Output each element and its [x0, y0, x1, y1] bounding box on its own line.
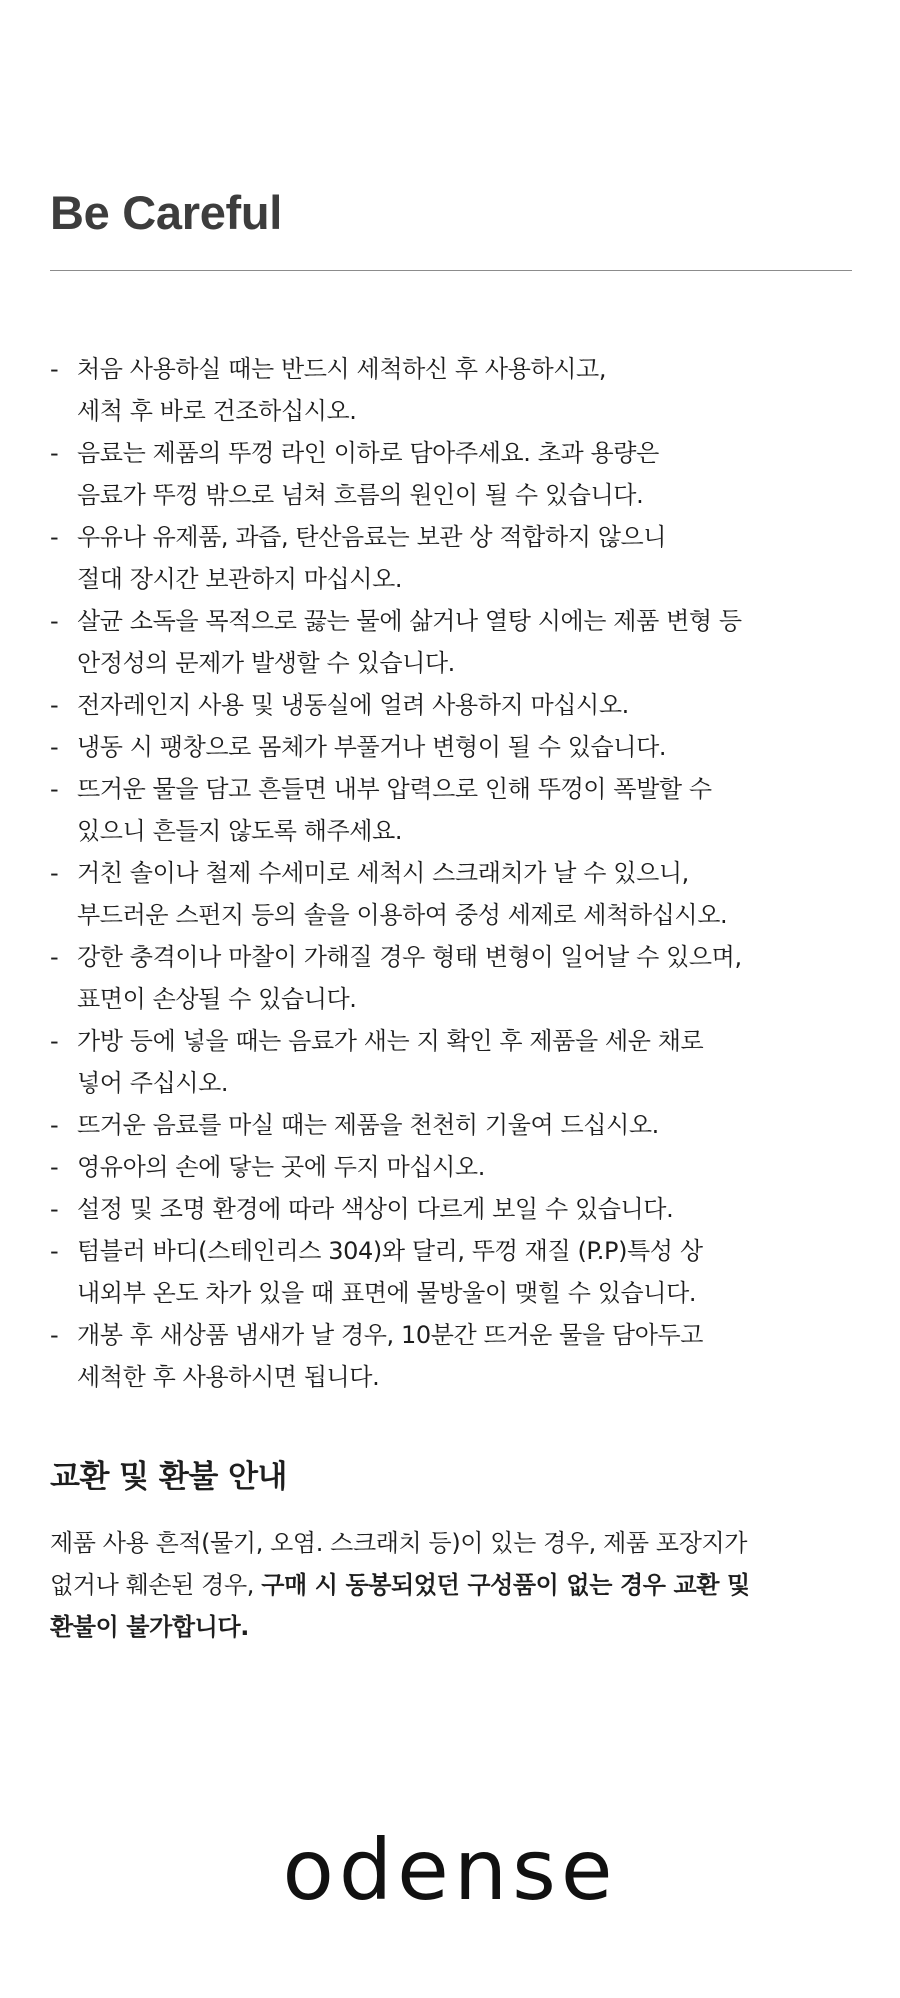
caution-line: 안정성의 문제가 발생할 수 있습니다.: [77, 649, 455, 677]
caution-text: [77, 516, 666, 600]
bullet-dash: -: [50, 775, 59, 803]
caution-text: [77, 1188, 673, 1230]
refund-notice: [50, 1522, 870, 1648]
caution-line: 뜨거운 음료를 마실 때는 제품을 천천히 기울여 드십시오.: [77, 1111, 659, 1139]
caution-item: [50, 1104, 870, 1146]
bullet-dash: -: [50, 1237, 59, 1265]
bullet-dash: -: [50, 859, 59, 887]
caution-line: 부드러운 스펀지 등의 솔을 이용하여 중성 세제로 세척하십시오.: [77, 901, 728, 929]
caution-item: [50, 516, 870, 600]
caution-text: [77, 348, 606, 432]
caution-text: [77, 768, 712, 852]
bullet-dash: -: [50, 1027, 59, 1055]
caution-text: [77, 1020, 703, 1104]
caution-item: [50, 432, 870, 516]
caution-line: 살균 소독을 목적으로 끓는 물에 삶거나 열탕 시에는 제품 변형 등: [77, 607, 742, 635]
bullet-dash: -: [50, 943, 59, 971]
caution-text: [77, 1314, 703, 1398]
bullet-dash: -: [50, 1321, 59, 1349]
caution-line: 강한 충격이나 마찰이 가해질 경우 형태 변형이 일어날 수 있으며,: [77, 943, 742, 971]
caution-item: [50, 684, 870, 726]
caution-line: 절대 장시간 보관하지 마십시오.: [77, 565, 403, 593]
caution-text: [77, 852, 727, 936]
bullet-dash: -: [50, 733, 59, 761]
refund-line-2-bold: 구매 시 동봉되었던 구성품이 없는 경우 교환 및: [261, 1571, 750, 1599]
caution-line: 음료가 뚜껑 밖으로 넘쳐 흐름의 원인이 될 수 있습니다.: [77, 481, 644, 509]
caution-item: [50, 852, 870, 936]
caution-line: 개봉 후 새상품 냄새가 날 경우, 10분간 뜨거운 물을 담아두고: [77, 1321, 704, 1349]
caution-text: [77, 684, 629, 726]
caution-item: [50, 1146, 870, 1188]
caution-item: [50, 1230, 870, 1314]
bullet-dash: -: [50, 439, 59, 467]
caution-line: 텀블러 바디(스테인리스 304)와 달리, 뚜껑 재질 (P.P)특성 상: [77, 1237, 703, 1265]
bullet-dash: -: [50, 1153, 59, 1181]
caution-text: [77, 1230, 703, 1314]
title-divider: [50, 270, 852, 271]
caution-item: [50, 936, 870, 1020]
caution-line: 넣어 주십시오.: [77, 1069, 229, 1097]
refund-line-3-bold: 환불이 불가합니다.: [50, 1613, 249, 1641]
caution-item: [50, 1314, 870, 1398]
caution-list: [50, 348, 870, 1398]
brand-logo: odense: [282, 1821, 618, 1919]
caution-line: 설정 및 조명 환경에 따라 색상이 다르게 보일 수 있습니다.: [77, 1195, 674, 1223]
caution-line: 거친 솔이나 철제 수세미로 세척시 스크래치가 날 수 있으니,: [77, 859, 689, 887]
caution-line: 세척한 후 사용하시면 됩니다.: [77, 1363, 380, 1391]
bullet-dash: -: [50, 691, 59, 719]
caution-line: 처음 사용하실 때는 반드시 세척하신 후 사용하시고,: [77, 355, 607, 383]
caution-item: [50, 600, 870, 684]
caution-item: [50, 1188, 870, 1230]
caution-text: [77, 726, 666, 768]
caution-text: [77, 432, 659, 516]
caution-text: [77, 1104, 659, 1146]
caution-line: 내외부 온도 차가 있을 때 표면에 물방울이 맺힐 수 있습니다.: [77, 1279, 697, 1307]
bullet-dash: -: [50, 607, 59, 635]
refund-line-3: [50, 1606, 870, 1648]
bullet-dash: -: [50, 1195, 59, 1223]
caution-line: 가방 등에 넣을 때는 음료가 새는 지 확인 후 제품을 세운 채로: [77, 1027, 704, 1055]
caution-item: [50, 726, 870, 768]
caution-line: 세척 후 바로 건조하십시오.: [77, 397, 357, 425]
caution-line: 표면이 손상될 수 있습니다.: [77, 985, 357, 1013]
caution-line: 우유나 유제품, 과즙, 탄산음료는 보관 상 적합하지 않으니: [77, 523, 667, 551]
bullet-dash: -: [50, 523, 59, 551]
caution-line: 전자레인지 사용 및 냉동실에 얼려 사용하지 마십시오.: [77, 691, 629, 719]
page-title: Be Careful: [50, 186, 283, 239]
caution-line: 뜨거운 물을 담고 흔들면 내부 압력으로 인해 뚜껑이 폭발할 수: [77, 775, 712, 803]
refund-line-2-text: 없거나 훼손된 경우,: [50, 1571, 262, 1599]
caution-item: [50, 348, 870, 432]
caution-item: [50, 768, 870, 852]
caution-line: 음료는 제품의 뚜껑 라인 이하로 담아주세요. 초과 용량은: [77, 439, 659, 467]
caution-text: [77, 936, 742, 1020]
refund-section-title: 교환 및 환불 안내: [50, 1459, 287, 1495]
bullet-dash: -: [50, 355, 59, 383]
caution-line: 냉동 시 팽창으로 몸체가 부풀거나 변형이 될 수 있습니다.: [77, 733, 667, 761]
refund-line-2: [50, 1564, 870, 1606]
caution-line: 영유아의 손에 닿는 곳에 두지 마십시오.: [77, 1153, 485, 1181]
refund-line-1: 제품 사용 흔적(물기, 오염. 스크래치 등)이 있는 경우, 제품 포장지가: [50, 1529, 748, 1557]
caution-item: [50, 1020, 870, 1104]
bullet-dash: -: [50, 1111, 59, 1139]
caution-line: 있으니 흔들지 않도록 해주세요.: [77, 817, 403, 845]
caution-text: [77, 1146, 485, 1188]
caution-text: [77, 600, 742, 684]
